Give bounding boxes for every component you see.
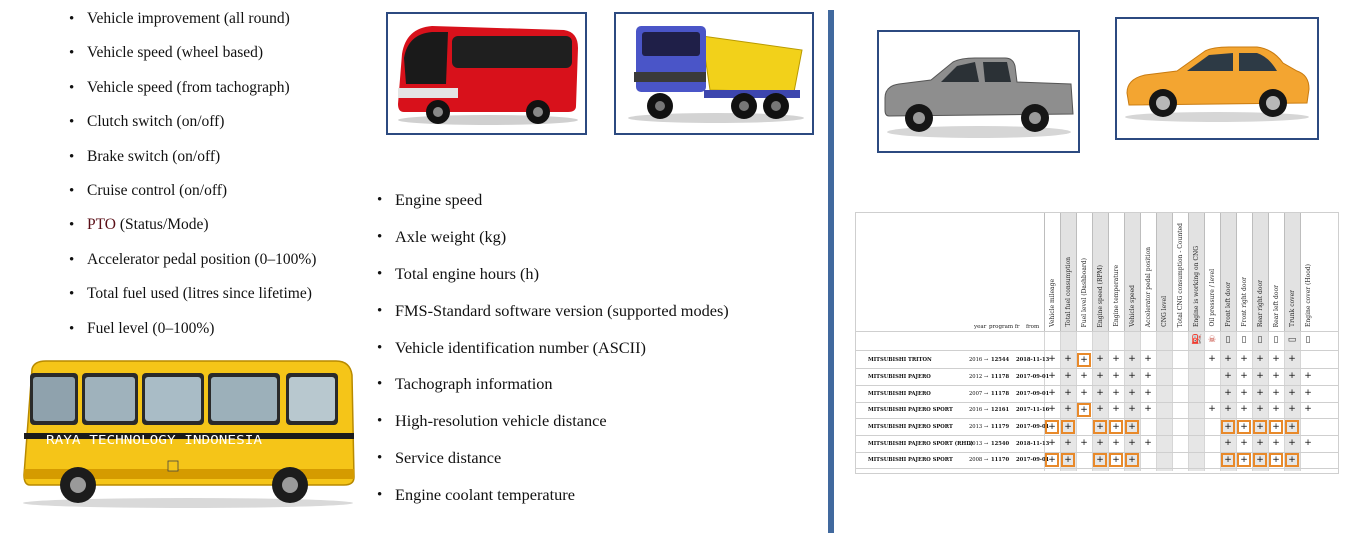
support-cell: + — [1128, 354, 1136, 364]
header-program: program fr — [989, 324, 1020, 330]
door-icon: ▯ — [1241, 335, 1247, 345]
support-cell: + — [1237, 420, 1251, 434]
support-cell: + — [1272, 438, 1280, 448]
list-item: • Axle weight (kg) — [377, 227, 729, 264]
column-header-label: Front left door — [1225, 282, 1232, 327]
support-cell: + — [1144, 404, 1152, 414]
column-header-label: Engine speed (RPM) — [1097, 264, 1104, 327]
list-item: • Total fuel used (litres since lifetime) — [69, 284, 316, 318]
support-cell: + — [1240, 388, 1248, 398]
list-item — [69, 215, 316, 249]
row-year: 2007 → — [969, 391, 989, 397]
support-cell: + — [1064, 404, 1072, 414]
column-header — [1204, 213, 1220, 331]
support-cell: + — [1288, 388, 1296, 398]
row-vehicle-name: MITSUBISHI TRITON — [868, 357, 932, 363]
row-program: 11179 — [991, 424, 1010, 430]
column-header-label: Vehicle speed — [1129, 285, 1136, 327]
support-cell: + — [1080, 371, 1088, 381]
table-rule — [856, 418, 1338, 419]
pto-term: PTO — [87, 216, 117, 234]
row-date: 2017-09-01 — [1016, 391, 1050, 397]
support-cell: + — [1221, 453, 1235, 467]
row-date: 2017-09-01 — [1016, 457, 1050, 463]
support-cell: + — [1045, 420, 1059, 434]
support-cell: + — [1125, 453, 1139, 467]
support-cell: + — [1304, 371, 1312, 381]
column-header — [1076, 213, 1092, 331]
support-cell: + — [1144, 371, 1152, 381]
column-header-label: Engine is working on CNG — [1193, 245, 1200, 327]
row-vehicle-name: MITSUBISHI PAJERO — [868, 374, 931, 380]
column-header-label: Fuel level (Dashboard) — [1081, 257, 1088, 327]
row-program: 12540 — [991, 441, 1010, 447]
row-date: 2017-09-01 — [1016, 424, 1050, 430]
support-cell: + — [1096, 354, 1104, 364]
support-cell: + — [1096, 438, 1104, 448]
coach-bus-frame — [386, 12, 587, 135]
column-header — [1300, 213, 1316, 331]
column-body — [1156, 331, 1172, 471]
row-date: 2017-11-16 — [1016, 407, 1050, 413]
support-cell: + — [1240, 438, 1248, 448]
header-year: year — [974, 324, 987, 330]
table-rule — [856, 368, 1338, 369]
list-item: • Fuel level (0–100%) — [69, 319, 316, 353]
row-date: 2018-11-13 — [1016, 441, 1050, 447]
column-header-label: Engine temperature — [1113, 265, 1120, 327]
support-cell: + — [1256, 404, 1264, 414]
row-year: 2012 → — [969, 374, 989, 380]
support-cell: + — [1253, 420, 1267, 434]
column-header — [1236, 213, 1252, 331]
column-header — [1108, 213, 1124, 331]
row-vehicle-name: MITSUBISHI PAJERO SPORT — [868, 407, 953, 413]
column-header-label: CNG level — [1161, 296, 1168, 327]
orange-car-image — [1117, 19, 1317, 138]
table-rule — [856, 468, 1338, 469]
support-cell: + — [1077, 403, 1091, 417]
support-cell: + — [1112, 404, 1120, 414]
support-cell: + — [1208, 354, 1216, 364]
column-header — [1140, 213, 1156, 331]
school-bus-image — [18, 357, 358, 509]
door-icon: ▯ — [1257, 335, 1263, 345]
row-vehicle-name: MITSUBISHI PAJERO SPORT (RHD) — [868, 441, 974, 447]
hood-icon: ▯ — [1305, 335, 1311, 345]
support-cell: + — [1269, 420, 1283, 434]
support-cell: + — [1224, 354, 1232, 364]
support-cell: + — [1048, 354, 1056, 364]
vertical-divider — [828, 10, 834, 533]
support-cell: + — [1272, 404, 1280, 414]
list-item: • High-resolution vehicle distance — [377, 411, 729, 448]
support-cell: + — [1112, 438, 1120, 448]
support-cell: + — [1112, 371, 1120, 381]
row-date: 2018-11-13 — [1016, 357, 1050, 363]
support-cell: + — [1144, 388, 1152, 398]
support-cell: + — [1144, 354, 1152, 364]
support-cell: + — [1064, 438, 1072, 448]
list-item: • Vehicle improvement (all round) — [69, 9, 316, 43]
support-cell: + — [1093, 453, 1107, 467]
row-program: 11170 — [991, 457, 1010, 463]
support-cell: + — [1288, 404, 1296, 414]
support-cell: + — [1224, 371, 1232, 381]
column-header-label: Engine cover (Hood) — [1305, 264, 1312, 327]
column-header — [1268, 213, 1284, 331]
support-cell: + — [1080, 388, 1088, 398]
support-cell: + — [1256, 371, 1264, 381]
row-year: 2016 → — [969, 357, 989, 363]
column-body — [1204, 331, 1220, 471]
support-cell: + — [1048, 371, 1056, 381]
column-body — [1188, 331, 1204, 471]
support-cell: + — [1288, 438, 1296, 448]
list-item: • Engine speed — [377, 190, 729, 227]
list-item: • Engine coolant temperature — [377, 485, 729, 522]
list-item: • Accelerator pedal position (0–100%) — [69, 250, 316, 284]
support-cell: + — [1064, 354, 1072, 364]
support-cell: + — [1272, 354, 1280, 364]
row-vehicle-name: MITSUBISHI PAJERO — [868, 391, 931, 397]
support-cell: + — [1125, 420, 1139, 434]
support-cell: + — [1048, 404, 1056, 414]
list-item: • Vehicle speed (wheel based) — [69, 43, 316, 77]
support-cell: + — [1144, 438, 1152, 448]
support-cell: + — [1240, 404, 1248, 414]
row-program: 11178 — [991, 374, 1010, 380]
trunk-icon: ▭ — [1287, 335, 1297, 345]
column-body — [1172, 331, 1188, 471]
support-cell: + — [1096, 388, 1104, 398]
column-header-label: Front right door — [1241, 277, 1248, 327]
vehicle-compatibility-table — [855, 212, 1339, 474]
pickup-truck-frame — [877, 30, 1080, 153]
column-header-label: Oil pressure / level — [1209, 269, 1216, 327]
row-year: 2013 → — [969, 441, 989, 447]
support-cell: + — [1256, 438, 1264, 448]
support-cell: + — [1224, 438, 1232, 448]
support-cell: + — [1109, 420, 1123, 434]
list-item: • Vehicle identification number (ASCII) — [377, 338, 729, 375]
support-cell: + — [1288, 371, 1296, 381]
support-cell: + — [1208, 404, 1216, 414]
support-cell: + — [1128, 388, 1136, 398]
list-item: • Tachograph information — [377, 374, 729, 411]
table-rule — [856, 331, 1338, 332]
support-cell: + — [1128, 404, 1136, 414]
support-cell: + — [1077, 353, 1091, 367]
support-cell: + — [1061, 420, 1075, 434]
dump-truck-image — [616, 14, 812, 133]
support-cell: + — [1272, 371, 1280, 381]
support-cell: + — [1045, 453, 1059, 467]
support-cell: + — [1109, 453, 1123, 467]
support-cell: + — [1224, 404, 1232, 414]
column-header — [1188, 213, 1204, 331]
column-header — [1156, 213, 1172, 331]
support-cell: + — [1224, 388, 1232, 398]
row-vehicle-name: MITSUBISHI PAJERO SPORT — [868, 424, 953, 430]
fuel-pump-icon: ⛽ — [1191, 335, 1203, 345]
oil-can-icon: ☠ — [1207, 335, 1217, 345]
pickup-truck-image — [879, 32, 1078, 151]
list-item: • Clutch switch (on/off) — [69, 112, 316, 146]
column-header-label: Total fuel consumption — [1065, 257, 1072, 327]
support-cell: + — [1285, 420, 1299, 434]
column-header-label: Total CNG consumption - Counted — [1177, 222, 1184, 327]
bus-banner-text: RAYA TECHNOLOGY INDONESIA — [46, 432, 263, 447]
support-cell: + — [1304, 388, 1312, 398]
column-header — [1044, 213, 1060, 331]
row-year: 2016 → — [969, 407, 989, 413]
support-cell: + — [1048, 388, 1056, 398]
support-cell: + — [1256, 354, 1264, 364]
support-cell: + — [1288, 354, 1296, 364]
column-header — [1284, 213, 1300, 331]
orange-car-frame — [1115, 17, 1319, 140]
column-header — [1252, 213, 1268, 331]
support-cell: + — [1064, 371, 1072, 381]
row-year: 2008 → — [969, 457, 989, 463]
support-cell: + — [1064, 388, 1072, 398]
column-header — [1220, 213, 1236, 331]
support-cell: + — [1221, 420, 1235, 434]
row-year: 2013 → — [969, 424, 989, 430]
engine-parameters-list — [377, 190, 729, 522]
support-cell: + — [1061, 453, 1075, 467]
support-cell: + — [1096, 404, 1104, 414]
list-item: • Total engine hours (h) — [377, 264, 729, 301]
support-cell: + — [1048, 438, 1056, 448]
list-item: • FMS-Standard software version (supported modes) — [377, 301, 729, 338]
support-cell: + — [1269, 453, 1283, 467]
pto-description: (Status/Mode) — [116, 216, 209, 234]
row-program: 12161 — [991, 407, 1010, 413]
support-cell: + — [1304, 404, 1312, 414]
coach-bus-image — [388, 14, 585, 133]
column-header-label: Rear left door — [1273, 284, 1280, 327]
support-cell: + — [1112, 354, 1120, 364]
column-header — [1124, 213, 1140, 331]
column-header — [1172, 213, 1188, 331]
support-cell: + — [1128, 438, 1136, 448]
door-icon: ▯ — [1225, 335, 1231, 345]
table-rule — [856, 350, 1338, 351]
column-header-label: Vehicle mileage — [1049, 279, 1056, 327]
support-cell: + — [1093, 420, 1107, 434]
support-cell: + — [1080, 438, 1088, 448]
table-rule — [856, 385, 1338, 386]
table-rule — [856, 435, 1338, 436]
support-cell: + — [1128, 371, 1136, 381]
door-icon: ▯ — [1273, 335, 1279, 345]
column-header — [1092, 213, 1108, 331]
row-program: 11178 — [991, 391, 1010, 397]
column-header — [1060, 213, 1076, 331]
dump-truck-frame — [614, 12, 814, 135]
row-date: 2017-09-01 — [1016, 374, 1050, 380]
list-item: • Service distance — [377, 448, 729, 485]
support-cell: + — [1240, 371, 1248, 381]
column-header-label: Trunk cover — [1289, 290, 1296, 327]
support-cell: + — [1285, 453, 1299, 467]
support-cell: + — [1112, 388, 1120, 398]
column-header-label: Accelerator pedal position — [1145, 246, 1152, 327]
support-cell: + — [1304, 438, 1312, 448]
list-item: • Cruise control (on/off) — [69, 181, 316, 215]
row-vehicle-name: MITSUBISHI PAJERO SPORT — [868, 457, 953, 463]
list-item: • Vehicle speed (from tachograph) — [69, 78, 316, 112]
support-cell: + — [1272, 388, 1280, 398]
header-from: from — [1026, 324, 1040, 330]
support-cell: + — [1096, 371, 1104, 381]
list-item: • Brake switch (on/off) — [69, 147, 316, 181]
support-cell: + — [1237, 453, 1251, 467]
column-header-label: Rear right door — [1257, 279, 1264, 327]
support-cell: + — [1240, 354, 1248, 364]
row-program: 12544 — [991, 357, 1010, 363]
vehicle-parameters-list — [69, 9, 316, 353]
support-cell: + — [1256, 388, 1264, 398]
support-cell: + — [1253, 453, 1267, 467]
